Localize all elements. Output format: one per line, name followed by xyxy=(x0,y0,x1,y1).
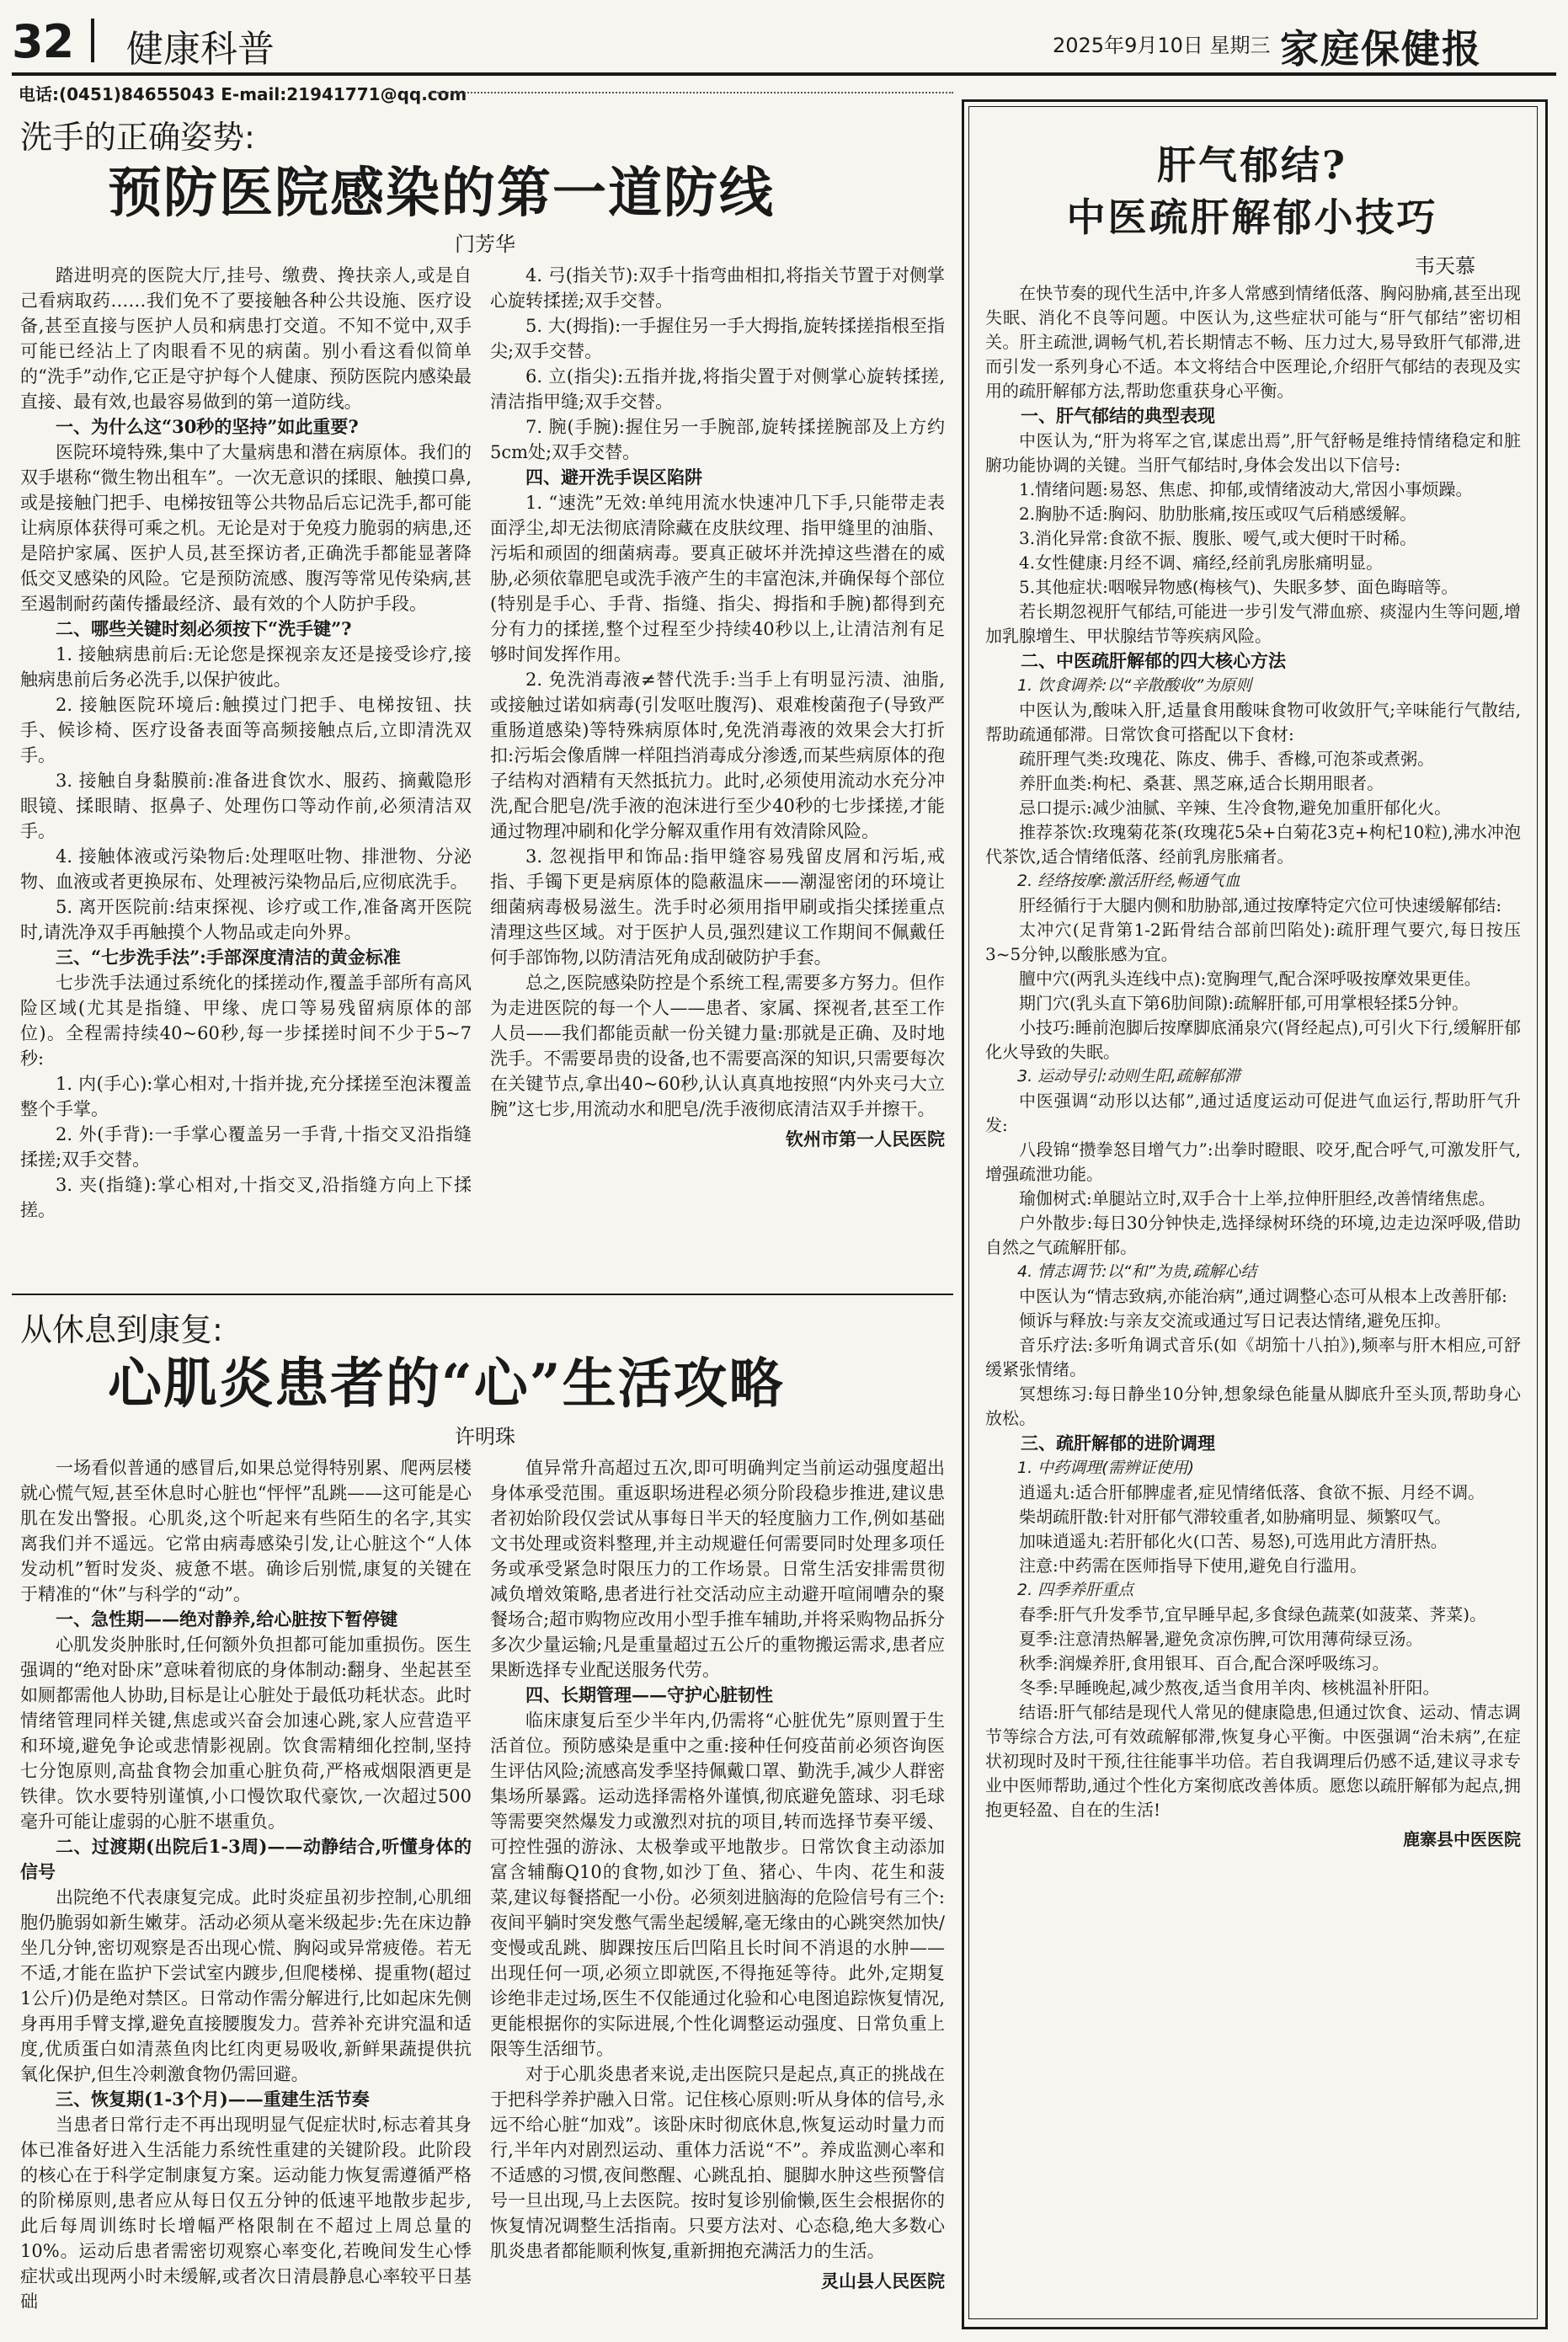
body-paragraph: 4. 弓(指关节):双手十指弯曲相扣,将指关节置于对侧掌心旋转揉搓;双手交替。 xyxy=(490,265,945,311)
body-paragraph: 夏季:注意清热解暑,避免贪凉伤脾,可饮用薄荷绿豆汤。 xyxy=(1019,1629,1423,1649)
body-paragraph: 疏肝理气类:玫瑰花、陈皮、佛手、香橼,可泡茶或煮粥。 xyxy=(1019,749,1435,769)
body-paragraph: 加味逍遥丸:若肝郁化火(口苦、易怒),可选用此方清肝热。 xyxy=(1019,1531,1448,1551)
body-paragraph: 太冲穴(足背第1-2跖骨结合部前凹陷处):疏肝理气要穴,每日按压3~5分钟,以酸胀感为宜。 xyxy=(985,920,1521,964)
body-paragraph: 临床康复后至少半年内,仍需将“心脏优先”原则置于生活首位。预防感染是重中之重:接种任何疫苗前必须咨询医生评估风险;流感高发季坚持佩戴口罩、勤洗手,减少人群密集场所暴露。运动选择需格外谨慎,彻底避免篮球、羽毛球等需要突然爆发力或激烈对抗的项目,转而选择节奏平缓、可控性强的游泳、太极拳或平地散步。日常饮食主动添加富含辅酶Q10的食物,如沙丁鱼、猪心、牛肉、花生和菠菜,建议每餐搭配一小份。必须刻进脑海的危险信号有三个:夜间平躺时突发憋气需坐起缓解,毫无缘由的心跳突然加快/变慢或乱跳、脚踝按压后凹陷且长时间不消退的水肿——出现任何一项,必须立即就医,不得拖延等待。此外,定期复诊绝非走过场,医生不仅能通过化验和心电图追踪恢复情况,更能根据你的实际进展,个性化调整运动强度、日常负重上限等生活细节。 xyxy=(490,1710,945,2059)
sub-heading: 1. 中药调理(需辨证使用) xyxy=(1017,1459,1194,1477)
body-paragraph: 对于心肌炎患者来说,走出医院只是起点,真正的挑战在于把科学养护融入日常。记住核心原则:听从身体的信号,永远不给心脏“加戏”。该卧床时彻底休息,恢复运动时量力而行,半年内对剧烈运动、重体力活说“不”。养成监测心率和不适感的习惯,夜间憋醒、心跳乱拍、腿脚水肿这些预警信号一旦出现,马上去医院。按时复诊别偷懒,医生会根据你的恢复情况调整生活指南。只要方法对、心态稳,绝大多数心肌炎患者都能顺利恢复,重新拥抱充满活力的生活。 xyxy=(490,2064,945,2261)
sub-heading: 2. 四季养肝重点 xyxy=(1017,1581,1134,1599)
section-heading: 一、急性期——绝对静养,给心脏按下暂停键 xyxy=(56,1608,398,1630)
sub-heading: 3. 运动导引:动则生阳,疏解郁滞 xyxy=(1017,1067,1240,1086)
body-paragraph: 3. 接触自身黏膜前:准备进食饮水、服药、摘戴隐形眼镜、揉眼睛、抠鼻子、处理伤口等动作前,必须清洁双手。 xyxy=(20,771,472,841)
article3-title-line2: 中医疏肝解郁小技巧 xyxy=(1066,195,1438,240)
body-paragraph: 冥想练习:每日静坐10分钟,想象绿色能量从脚底升至头顶,帮助身心放松。 xyxy=(985,1384,1521,1428)
article3-author: 韦天慕 xyxy=(1415,254,1475,278)
body-paragraph: 推荐茶饮:玫瑰菊花茶(玫瑰花5朵+白菊花3克+枸杞10粒),沸水冲泡代茶饮,适合情绪低落、经前乳房胀痛者。 xyxy=(985,822,1521,867)
body-paragraph: 1. 内(手心):掌心相对,十指并拢,充分揉搓至泡沫覆盖整个手掌。 xyxy=(20,1074,472,1119)
article3-title-line1: 肝气郁结? xyxy=(1157,142,1347,188)
body-paragraph: 在快节奏的现代生活中,许多人常感到情绪低落、胸闷胁痛,甚至出现失眠、消化不良等问题。中医认为,这些症状可能与“肝气郁结”密切相关。肝主疏泄,调畅气机,若长期情志不畅、压力过大,易导致肝气郁滞,进而引发一系列身心不适。本文将结合中医理论,介绍肝气郁结的表现及实用的疏肝解郁方法,帮助您重获身心平衡。 xyxy=(985,283,1521,401)
body-paragraph: 2. 接触医院环境后:触摸过门把手、电梯按钮、扶手、候诊椅、医疗设备表面等高频接触点后,立即清洗双手。 xyxy=(20,695,472,766)
section-heading: 四、避开洗手误区陷阱 xyxy=(525,467,702,488)
issue-date: 2025年9月10日 星期三 xyxy=(1053,34,1271,57)
article2-author: 许明珠 xyxy=(455,1425,515,1448)
article1-kicker: 洗手的正确姿势: xyxy=(20,119,255,156)
body-paragraph: 总之,医院感染防控是个系统工程,需要多方努力。但作为走进医院的每一个人——患者、家属、探视者,甚至工作人员——我们都能贡献一份关键力量:那就是正确、及时地洗手。不需要昂贵的设备,也不需要高深的知识,只需要每次在关键节点,拿出40~60秒,认认真真地按照“内外夹弓大立腕”这七步,用流动水和肥皂/洗手液彻底清洁双手并擦干。 xyxy=(490,973,945,1119)
section-heading: 三、“七步洗手法”:手部深度清洁的黄金标准 xyxy=(56,947,401,968)
body-paragraph: 1. 接触病患前后:无论您是探视亲友还是接受诊疗,接触病患前后务必洗手,以保护彼此。 xyxy=(20,644,472,690)
body-paragraph: 3.消化异常:食欲不振、腹胀、嗳气,或大便时干时稀。 xyxy=(1019,528,1417,548)
article1-column-left xyxy=(20,263,472,1223)
contact-line: 电话:(0451)84655043 E-mail:21941771@qq.com xyxy=(19,84,467,104)
body-paragraph: 1. “速洗”无效:单纯用流水快速冲几下手,只能带走表面浮尘,却无法彻底清除藏在皮肤纹理、指甲缝里的油脂、污垢和顽固的细菌病毒。要真正破坏并洗掉这些潜在的威胁,必须依靠肥皂或洗手液产生的丰富泡沫,并确保每个部位(特别是手心、手背、指缝、指尖、拇指和手腕)都得到充分有力的揉搓,整个过程至少持续40秒以上,让清洁剂有足够时间发挥作用。 xyxy=(490,493,945,664)
body-paragraph: 养肝血类:枸杞、桑葚、黑芝麻,适合长期用眼者。 xyxy=(1019,773,1384,793)
body-paragraph: 当患者日常行走不再出现明显气促症状时,标志着其身体已准备好进入生活能力系统性重建的关键阶段。此阶段的核心在于科学定制康复方案。运动能力恢复需遵循严格的阶梯原则,患者应从每日仅五分钟的低速平地散步起步,此后每周训练时长增幅严格限制在不超过上周总量的10%。运动后患者需密切观察心率变化,若晚间发生心悸症状或出现两小时未缓解,或者次日清晨静息心率较平日基础 xyxy=(20,2115,472,2312)
body-paragraph: 2.胸胁不适:胸闷、肋肋胀痛,按压或叹气后稍感缓解。 xyxy=(1019,504,1417,524)
section-heading: 三、恢复期(1-3个月)——重建生活节奏 xyxy=(56,2089,370,2110)
section-title: 健康科普 xyxy=(126,28,275,71)
sub-heading: 1. 饮食调养:以“辛散酸收”为原则 xyxy=(1017,676,1252,695)
body-paragraph: 音乐疗法:多听角调式音乐(如《胡笳十八拍》),频率与肝木相应,可舒缓紧张情绪。 xyxy=(985,1335,1521,1379)
body-paragraph: 中医认为“情志致病,亦能治病”,通过调整心态可从根本上改善肝郁: xyxy=(1019,1286,1507,1306)
body-paragraph: 心肌发炎肿胀时,任何额外负担都可能加重损伤。医生强调的“绝对卧床”意味着彻底的身体制动:翻身、坐起甚至如厕都需他人协助,目标是让心脏处于最低功耗状态。此时情绪管理同样关键,焦虑或兴奋会加速心跳,家人应营造平和环境,避免争论或悲情影视剧。饮食需精细化控制,坚持七分饱原则,高盐食物会加重心脏负荷,严格戒烟限酒更是铁律。饮水要特别谨慎,小口慢饮取代豪饮,一次超过500毫升可能让虚弱的心脏不堪重负。 xyxy=(20,1635,472,1832)
section-heading: 二、哪些关键时刻必须按下“洗手键”? xyxy=(56,618,352,639)
sub-heading: 4. 情志调节:以“和”为贵,疏解心结 xyxy=(1017,1262,1257,1281)
contact-dotted-rule xyxy=(431,92,953,93)
body-paragraph: 逍遥丸:适合肝郁脾虚者,症见情绪低落、食欲不振、月经不调。 xyxy=(1019,1482,1485,1502)
body-paragraph: 若长期忽视肝气郁结,可能进一步引发气滞血瘀、痰湿内生等问题,增加乳腺增生、甲状腺结节等疾病风险。 xyxy=(985,601,1521,646)
header-divider xyxy=(91,19,94,62)
article2-headline: 心肌炎患者的“心”生活攻略 xyxy=(108,1352,785,1416)
article2-column-right xyxy=(490,1455,945,2294)
section-heading: 一、为什么这“30秒的坚持”如此重要? xyxy=(56,416,359,437)
body-paragraph: 户外散步:每日30分钟快走,选择绿树环绕的环境,边走边深呼吸,借助自然之气疏解肝郁。 xyxy=(985,1213,1521,1257)
body-paragraph: 4. 接触体液或污染物后:处理呕吐物、排泄物、分泌物、血液或者更换尿布、处理被污染物品后,应彻底洗手。 xyxy=(20,846,472,892)
body-paragraph: 瑜伽树式:单腿站立时,双手合十上举,拉伸肝胆经,改善情绪焦虑。 xyxy=(1019,1188,1496,1208)
body-paragraph: 1.情绪问题:易怒、焦虑、抑郁,或情绪波动大,常因小事烦躁。 xyxy=(1019,479,1473,499)
body-paragraph: 结语:肝气郁结是现代人常见的健康隐患,但通过饮食、运动、情志调节等综合方法,可有效疏解郁滞,恢复身心平衡。中医强调“治未病”,在症状初现时及时干预,往往能事半功倍。若自我调理后仍感不适,建议寻求专业中医师帮助,通过个性化方案彻底改善体质。愿您以疏肝解郁为起点,拥抱更轻盈、自在的生活! xyxy=(985,1702,1521,1820)
body-paragraph: 6. 立(指尖):五指并拢,将指尖置于对侧掌心旋转揉搓,清洁指甲缝;双手交替。 xyxy=(490,366,945,412)
source-credit: 灵山县人民医院 xyxy=(821,2270,945,2291)
body-paragraph: 出院绝不代表康复完成。此时炎症虽初步控制,心肌细胞仍脆弱如新生嫩芽。活动必须从毫米级起步:先在床边静坐几分钟,密切观察是否出现心慌、胸闷或异常疲倦。若无不适,才能在监护下尝试室内踱步,但爬楼梯、提重物(超过1公斤)仍是绝对禁区。日常动作需分解进行,比如起床先侧身再用手臂支撑,避免直接腰腹发力。营养补充讲究温和适度,优质蛋白如清蒸鱼肉比红肉更易吸收,新鲜果蔬提供抗氧化保护,但生冷刺激食物仍需回避。 xyxy=(20,1887,472,2084)
body-paragraph: 七步洗手法通过系统化的揉搓动作,覆盖手部所有高风险区域(尤其是指缝、甲缘、虎口等易残留病原体的部位)。全程需持续40~60秒,每一步揉搓时间不少于5~7秒: xyxy=(20,973,472,1069)
section-heading: 一、肝气郁结的典型表现 xyxy=(1021,405,1215,426)
body-paragraph: 5.其他症状:咽喉异物感(梅核气)、失眠多梦、面色晦暗等。 xyxy=(1019,577,1459,597)
article3-body xyxy=(985,281,1521,1852)
section-heading: 二、过渡期(出院后1-3周)——动静结合,听懂身体的信号 xyxy=(20,1836,472,1882)
body-paragraph: 膻中穴(两乳头连线中点):宽胸理气,配合深呼吸按摩效果更佳。 xyxy=(1019,968,1481,989)
article-separator xyxy=(12,1294,953,1295)
body-paragraph: 5. 大(拇指):一手握住另一手大拇指,旋转揉搓指根至指尖;双手交替。 xyxy=(490,316,945,361)
body-paragraph: 小技巧:睡前泡脚后按摩脚底涌泉穴(肾经起点),可引火下行,缓解肝郁化火导致的失眠。 xyxy=(985,1017,1521,1062)
page-number: 32 xyxy=(12,15,74,68)
section-heading: 三、疏肝解郁的进阶调理 xyxy=(1021,1432,1215,1454)
body-paragraph: 踏进明亮的医院大厅,挂号、缴费、搀扶亲人,或是自己看病取药……我们免不了要接触各种公共设施、医疗设备,甚至直接与医护人员和病患打交道。不知不觉中,双手可能已经沾上了肉眼看不见的病菌。别小看这看似简单的“洗手”动作,它正是守护每个人健康、预防医院内感染最直接、最有效,也最容易做到的第一道防线。 xyxy=(20,265,472,412)
body-paragraph: 肝经循行于大腿内侧和肋胁部,通过按摩特定穴位可快速缓解郁结: xyxy=(1019,895,1502,915)
body-paragraph: 春季:肝气升发季节,宜早睡早起,多食绿色蔬菜(如菠菜、荠菜)。 xyxy=(1019,1604,1487,1624)
body-paragraph: 中医认为,酸味入肝,适量食用酸味食物可收敛肝气;辛味能行气散结,帮助疏通郁滞。日常饮食可搭配以下食材: xyxy=(985,700,1521,744)
body-paragraph: 7. 腕(手腕):握住另一手腕部,旋转揉搓腕部及上方约5cm处;双手交替。 xyxy=(490,417,945,462)
body-paragraph: 期门穴(乳头直下第6肋间隙):疏解肝郁,可用掌根轻揉5分钟。 xyxy=(1019,993,1469,1013)
newspaper-name: 家庭保健报 xyxy=(1280,26,1482,72)
article2-column-left xyxy=(20,1455,472,2314)
body-paragraph: 值异常升高超过五次,即可明确判定当前运动强度超出身体承受范围。重返职场进程必须分阶段稳步推进,建议患者初始阶段仅尝试从事每日半天的轻度脑力工作,例如基础文书处理或资料整理,并主动规避任何需要同时处理多项任务或承受紧急时限压力的工作场景。日常生活安排需贯彻减负增效策略,患者进行社交活动应主动避开喧闹嘈杂的聚餐场合;超市购物应改用小型手推车辅助,并将采购物品拆分多次少量运输;凡是重量超过五公斤的重物搬运需求,患者应果断选择专业配送服务代劳。 xyxy=(490,1458,945,1680)
source-credit: 钦州市第一人民医院 xyxy=(786,1128,945,1150)
body-paragraph: 中医强调“动形以达郁”,通过适度运动可促进气血运行,帮助肝气升发: xyxy=(985,1091,1521,1135)
body-paragraph: 八段锦“攒拳怒目增气力”:出拳时瞪眼、咬牙,配合呼气,可激发肝气,增强疏泄功能。 xyxy=(985,1139,1521,1184)
body-paragraph: 3. 忽视指甲和饰品:指甲缝容易残留皮屑和污垢,戒指、手镯下更是病原体的隐蔽温床——潮湿密闭的环境让细菌病毒极易滋生。洗手时必须用指甲刷或指尖揉搓重点清理这些区域。对于医护人员,强烈建议工作期间不佩戴任何手部饰物,以防清洁死角成刮破防护手套。 xyxy=(490,846,945,968)
body-paragraph: 注意:中药需在医师指导下使用,避免自行滥用。 xyxy=(1019,1555,1368,1576)
article1-column-right xyxy=(490,263,945,1152)
body-paragraph: 忌口提示:减少油腻、辛辣、生冷食物,避免加重肝郁化火。 xyxy=(1019,798,1452,818)
body-paragraph: 5. 离开医院前:结束探视、诊疗或工作,准备离开医院时,请洗净双手再触摸个人物品或走向外界。 xyxy=(20,897,472,942)
body-paragraph: 3. 夹(指缝):掌心相对,十指交叉,沿指缝方向上下揉搓。 xyxy=(20,1175,472,1220)
body-paragraph: 一场看似普通的感冒后,如果总觉得特别累、爬两层楼就心慌气短,甚至休息时心脏也“怦怦”乱跳——这可能是心肌在发出警报。心肌炎,这个听起来有些陌生的名字,其实离我们并不遥远。它常由病毒感染引发,让心脏这个“人体发动机”暂时发炎、疲惫不堪。确诊后别慌,康复的关键在于精准的“休”与科学的“动”。 xyxy=(20,1458,472,1604)
body-paragraph: 2. 免洗消毒液≠替代洗手:当手上有明显污渍、油脂,或接触过诺如病毒(引发呕吐腹泻)、艰难梭菌孢子(导致严重肠道感染)等特殊病原体时,免洗消毒液的效果会大打折扣:污垢会像盾牌一样阻挡消毒成分渗透,而某些病原体的孢子结构对酒精有天然抵抗力。此时,必须使用流动水充分冲洗,配合肥皂/洗手液的泡沫进行至少40秒的七步揉搓,才能通过物理冲刷和化学分解双重作用有效清除风险。 xyxy=(490,670,945,841)
article2-kicker: 从休息到康复: xyxy=(20,1311,223,1348)
body-paragraph: 2. 外(手背):一手掌心覆盖另一手背,十指交叉沿指缝揉搓;双手交替。 xyxy=(20,1124,472,1170)
article1-author: 门芳华 xyxy=(455,232,515,256)
body-paragraph: 倾诉与释放:与亲友交流或通过写日记表达情绪,避免压抑。 xyxy=(1019,1310,1452,1331)
body-paragraph: 冬季:早睡晚起,减少熬夜,适当食用羊肉、核桃温补肝阳。 xyxy=(1019,1678,1440,1698)
sub-heading: 2. 经络按摩:激活肝经,畅通气血 xyxy=(1017,872,1240,890)
body-paragraph: 秋季:润燥养肝,食用银耳、百合,配合深呼吸练习。 xyxy=(1019,1653,1389,1673)
source-credit: 鹿寨县中医医院 xyxy=(1403,1829,1521,1849)
body-paragraph: 中医认为,“肝为将军之官,谋虑出焉”,肝气舒畅是维持情绪稳定和脏腑功能协调的关键。当肝气郁结时,身体会发出以下信号: xyxy=(985,430,1521,475)
body-paragraph: 医院环境特殊,集中了大量病患和潜在病原体。我们的双手堪称“微生物出租车”。一次无意识的揉眼、触摸口鼻,或是接触门把手、电梯按钮等公共物品后忘记洗手,都可能让病原体获得可乘之机。无论是对于免疫力脆弱的病患,还是陪护家属、医护人员,甚至探访者,正确洗手都能显著降低交叉感染的风险。它是预防流感、腹泻等常见传染病,甚至遏制耐药菌传播最经济、最有效的个人防护手段。 xyxy=(20,442,472,614)
body-paragraph: 4.女性健康:月经不调、痛经,经前乳房胀痛明显。 xyxy=(1019,552,1384,573)
header-rule xyxy=(12,72,1556,76)
article1-headline: 预防医院感染的第一道防线 xyxy=(108,162,775,225)
body-paragraph: 柴胡疏肝散:针对肝郁气滞较重者,如胁痛明显、频繁叹气。 xyxy=(1019,1507,1452,1527)
section-heading: 二、中医疏肝解郁的四大核心方法 xyxy=(1021,650,1286,671)
section-heading: 四、长期管理——守护心脏韧性 xyxy=(525,1684,773,1705)
